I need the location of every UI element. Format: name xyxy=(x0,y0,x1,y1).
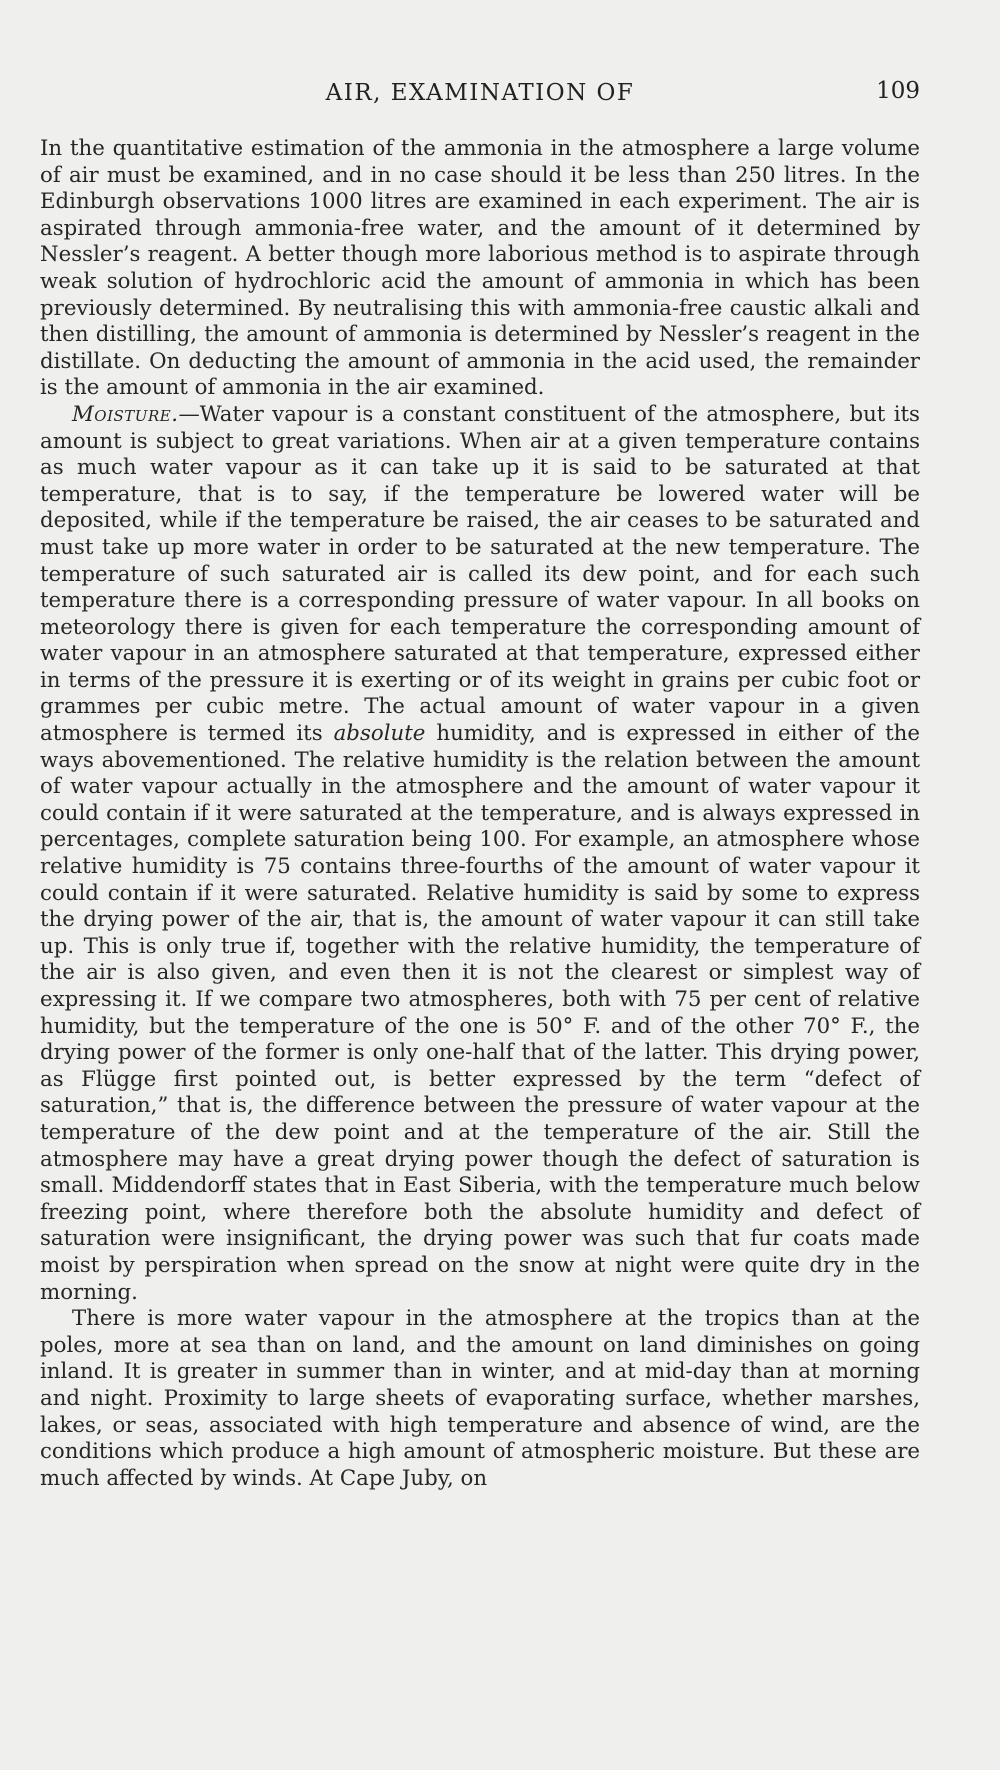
running-head: AIR, EXAMINATION OF xyxy=(325,80,635,106)
paragraph-ammonia: In the quantitative estimation of the ammonia in the atmosphere a large volume of air must be examined, and in no case should it be less than 250 litres. In the Edinburgh observations 1000 litres are examined in each experiment. The air is aspirated through ammonia-free water, and the amount of it determined by Nessler’s reagent. A better though more laborious method is to aspirate through weak solution of hydrochloric acid the amount of ammonia in which has been previously determined. By neutralising this with ammonia-free caustic alkali and then distilling, the amount of ammonia is determined by Nessler’s reagent in the distillate. On deducting the amount of ammonia in the acid used, the remainder is the amount of ammonia in the air examined. xyxy=(40,136,920,401)
paragraph-moisture xyxy=(40,402,920,1306)
paragraph-moisture-text-b: humidity, and is expressed in either of the ways abovementioned. The relative humidity is the relation between the amount of water vapour actually in the atmosphere and the amount of water vapour it could contain if it were saturated at the temperature, and is always expressed in percentages, complete saturation being 100. For example, an atmosphere whose relative humidity is 75 contains three-fourths of the amount of water vapour it could contain if it were saturated. Relative humidity is said by some to express the drying power of the air, that is, the amount of water vapour it can still take up. This is only true if, together with the relative humidity, the temperature of the air is also given, and even then it is not the clearest or simplest way of expressing it. If we compare two atmospheres, both with 75 per cent of relative humidity, but the temperature of the one is 50° F. and of the other 70° F., the drying power of the former is only one-half that of the latter. This drying power, as Flügge first pointed out, is better expressed by the term “defect of saturation,” that is, the difference between the pressure of water vapour at the temperature of the dew point and at the temperature of the air. Still the atmosphere may have a great drying power though the defect of saturation is small. Middendorff states that in East Siberia, with the temperature much below freezing point, where therefore both the absolute humidity and defect of saturation were insignificant, the drying power was such that fur coats made moist by perspiration when spread on the snow at night were quite dry in the morning. xyxy=(40,721,920,1305)
emphasis-absolute: absolute xyxy=(333,721,426,747)
page-header xyxy=(40,70,920,110)
section-lead-moisture: Moisture. xyxy=(72,401,179,427)
paragraph-distribution: There is more water vapour in the atmosphere at the tropics than at the poles, more at sea than on land, and the amount on land diminishes on going inland. It is greater in summer than in winter, and at mid-day than at morning and night. Proximity to large sheets of evaporating surface, whether marshes, lakes, or seas, associated with high temperature and absence of wind, are the conditions which produce a high amount of atmospheric moisture. But these are much affected by winds. At Cape Juby, on xyxy=(40,1306,920,1491)
body-text xyxy=(40,136,920,1492)
paragraph-moisture-text-a: —Water vapour is a constant constituent of the atmosphere, but its amount is subject to great variations. When air at a given temperature contains as much water vapour as it can take up it is said to be saturated at that temperature, that is to say, if the temperature be lowered water will be deposited, while if the temperature be raised, the air ceases to be saturated and must take up more water in order to be saturated at the new temperature. The temperature of such saturated air is called its dew point, and for each such temperature there is a corresponding pressure of water vapour. In all books on meteorology there is given for each temperature the corresponding amount of water vapour in an atmosphere saturated at that temperature, expressed either in terms of the pressure it is exerting or of its weight in grains per cubic foot or grammes per cubic metre. The actual amount of water vapour in a given atmosphere is termed its xyxy=(40,401,920,747)
page-number: 109 xyxy=(876,78,920,104)
